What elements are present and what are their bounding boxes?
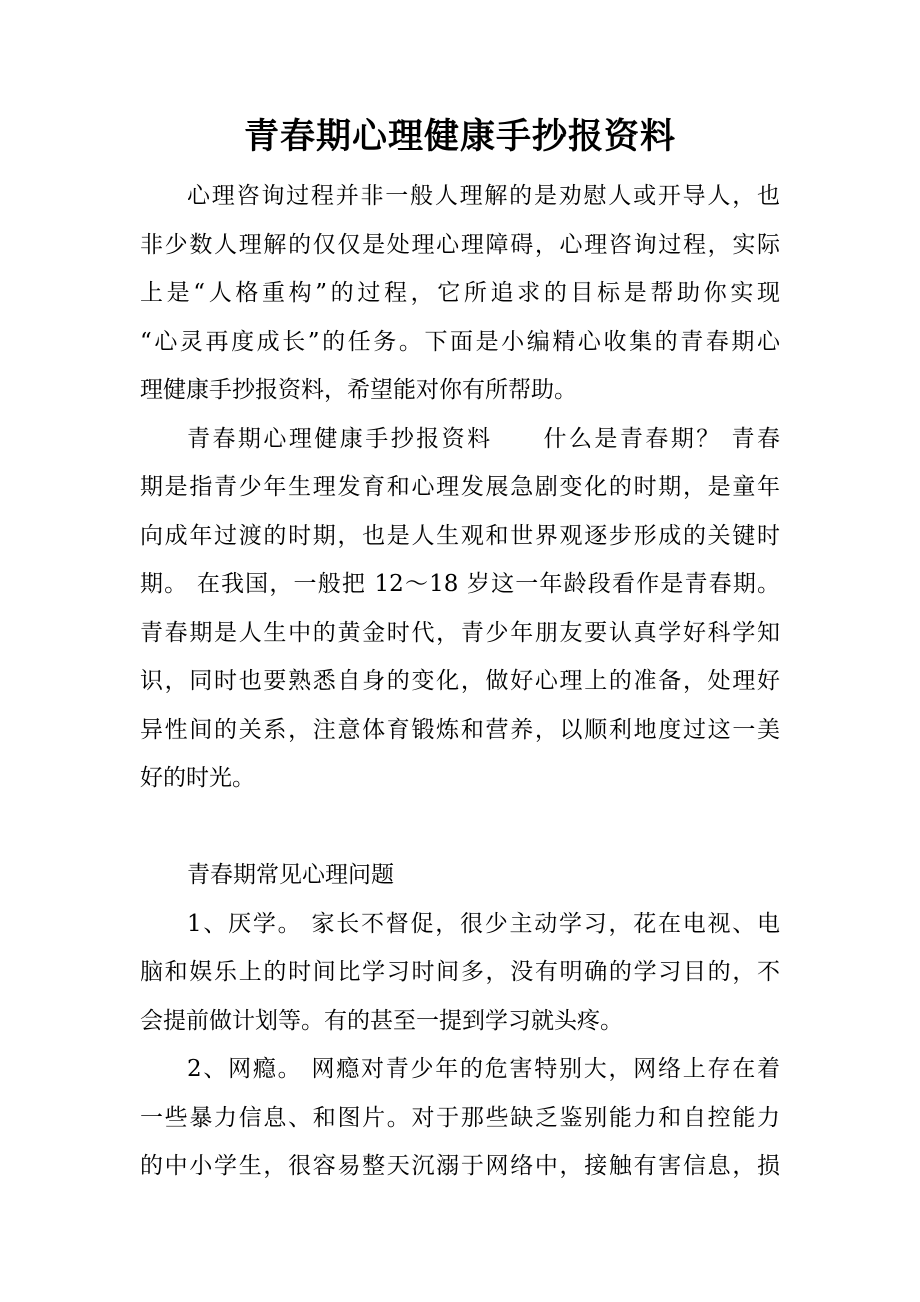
paragraph-line: 上是“人格重构”的过程，它所追求的目标是帮助你实现 <box>140 280 780 306</box>
paragraph-line: 青春期是人生中的黄金时代，青少年朋友要认真学好科学知 <box>140 619 780 646</box>
paragraph-line: “心灵再度成长”的任务。下面是小编精心收集的青春期心 <box>140 328 780 355</box>
paragraph-line: 期。 在我国，一般把 12～18 岁这一年龄段看作是青春期。 <box>140 571 780 597</box>
blank-line <box>140 803 780 852</box>
paragraph-line: 青春期心理健康手抄报资料 什么是青春期？ 青春 <box>187 425 780 452</box>
paragraph-line: 脑和娱乐上的时间比学习时间多，没有明确的学习目的，不 <box>140 959 780 985</box>
document-title: 青春期心理健康手抄报资料 <box>243 116 676 157</box>
paragraph-line: 理健康手抄报资料，希望能对你有所帮助。 <box>140 377 577 403</box>
paragraph-line: 会提前做计划等。有的甚至一提到学习就头疼。 <box>140 1007 623 1034</box>
paragraph-line: 1、厌学。 家长不督促，很少主动学习，花在电视、电 <box>187 910 780 937</box>
paragraph-line: 好的时光。 <box>140 765 255 791</box>
paragraph-line: 异性间的关系，注意体育锻炼和营养，以顺利地度过这一美 <box>140 716 780 743</box>
paragraph-line: 一些暴力信息、和图片。对于那些缺乏鉴别能力和自控能力 <box>140 1104 780 1131</box>
paragraph-line: 非少数人理解的仅仅是处理心理障碍，心理咨询过程，实际 <box>140 231 780 258</box>
paragraph-line: 向成年过渡的时期，也是人生观和世界观逐步形成的关键时 <box>140 522 780 549</box>
document-body <box>140 172 780 1191</box>
paragraph-line: 的中小学生，很容易整天沉溺于网络中，接触有害信息，损 <box>140 1153 780 1179</box>
paragraph-line: 识，同时也要熟悉自身的变化，做好心理上的准备，处理好 <box>140 668 780 694</box>
paragraph-line: 心理咨询过程并非一般人理解的是劝慰人或开导人，也 <box>187 183 780 209</box>
paragraph-line: 期是指青少年生理发育和心理发展急剧变化的时期，是童年 <box>140 474 780 500</box>
paragraph-line: 2、网瘾。 网瘾对青少年的危害特别大，网络上存在着 <box>187 1056 780 1082</box>
section-heading: 青春期常见心理问题 <box>187 862 394 888</box>
